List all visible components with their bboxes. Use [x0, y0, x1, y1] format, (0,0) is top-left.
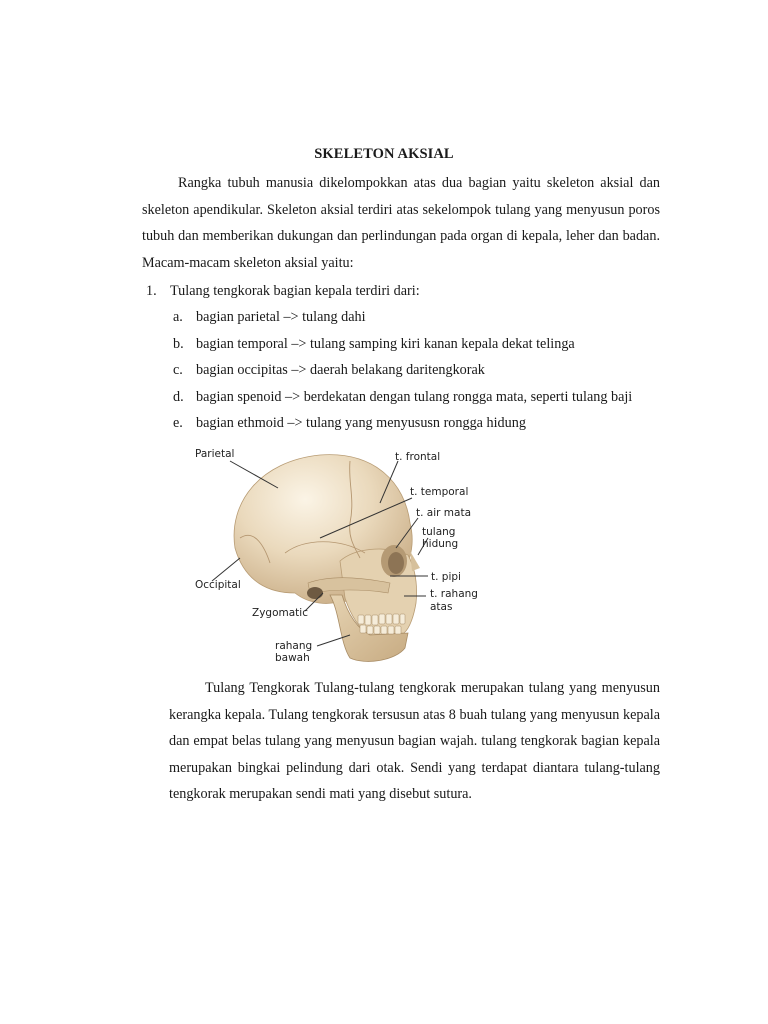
label-rahang-bawah-2: bawah [275, 652, 310, 664]
list-item-text: Tulang tengkorak bagian kepala terdiri dari: [170, 283, 420, 299]
sublist-item [173, 384, 632, 411]
sublist-item [173, 331, 632, 358]
sublist-text: bagian spenoid –> berdekatan dengan tulang rongga mata, seperti tulang baji [196, 388, 633, 405]
label-zygomatic: Zygomatic [252, 607, 308, 619]
skull-illustration [190, 443, 480, 668]
skull-figure [190, 443, 480, 668]
sublist-letter: c. [173, 362, 183, 378]
label-occipital: Occipital [195, 579, 241, 591]
sublist-text: bagian parietal –> tulang dahi [196, 309, 366, 325]
sublist-text: bagian occipitas –> daerah belakang daritengkorak [196, 362, 485, 378]
label-frontal: t. frontal [395, 451, 441, 463]
label-tulang-hidung-2: hidung [422, 538, 459, 550]
sublist-item [173, 304, 632, 331]
sublist-text: bagian temporal –> tulang samping kiri kanan kepala dekat telinga [196, 335, 575, 352]
label-parietal: Parietal [195, 448, 235, 460]
intro-paragraph: Rangka tubuh manusia dikelompokkan atas dua bagian yaitu skeleton aksial dan skeleton apendikular. Skeleton aksial terdiri atas sekelompok tulang yang menyusun poros tubuh dan memberikan dukungan dan perlindungan pada organ di kepala, leher dan badan. Macam-macam skeleton aksial yaitu: [142, 175, 660, 271]
list-number: 1. [146, 283, 157, 299]
label-rahang-atas-1: t. rahang [430, 588, 478, 600]
sublist-letter: d. [173, 388, 184, 405]
label-temporal: t. temporal [410, 486, 469, 498]
label-rahang-atas-2: atas [430, 601, 453, 613]
label-air-mata: t. air mata [416, 507, 472, 519]
sublist-letter: e. [173, 415, 183, 431]
sublist-item [173, 410, 632, 437]
sublist-text: bagian ethmoid –> tulang yang menyususn rongga hidung [196, 415, 526, 431]
label-rahang-bawah-1: rahang [275, 640, 313, 652]
sublist-letter: b. [173, 335, 184, 352]
page-title: SKELETON AKSIAL [314, 146, 454, 162]
label-tulang-hidung-1: tulang [422, 526, 456, 538]
sublist-letter: a. [173, 309, 183, 325]
closing-paragraph: Tulang Tengkorak Tulang-tulang tengkorak merupakan tulang yang menyusun kerangka kepala. Tulang tengkorak tersusun atas 8 buah tulang yang menyusun kepala dan empat belas tulang yang menyusun bagian wajah. tulang tengkorak bagian kepala merupakan bingkai pelindung dari otak. Sendi yang terdapat diantara tulang-tulang tengkorak merupakan sendi mati yang disebut sutura. [169, 680, 660, 802]
list-item [146, 278, 420, 305]
sublist [173, 304, 632, 437]
sublist-item [173, 357, 632, 384]
label-pipi: t. pipi [431, 571, 461, 583]
